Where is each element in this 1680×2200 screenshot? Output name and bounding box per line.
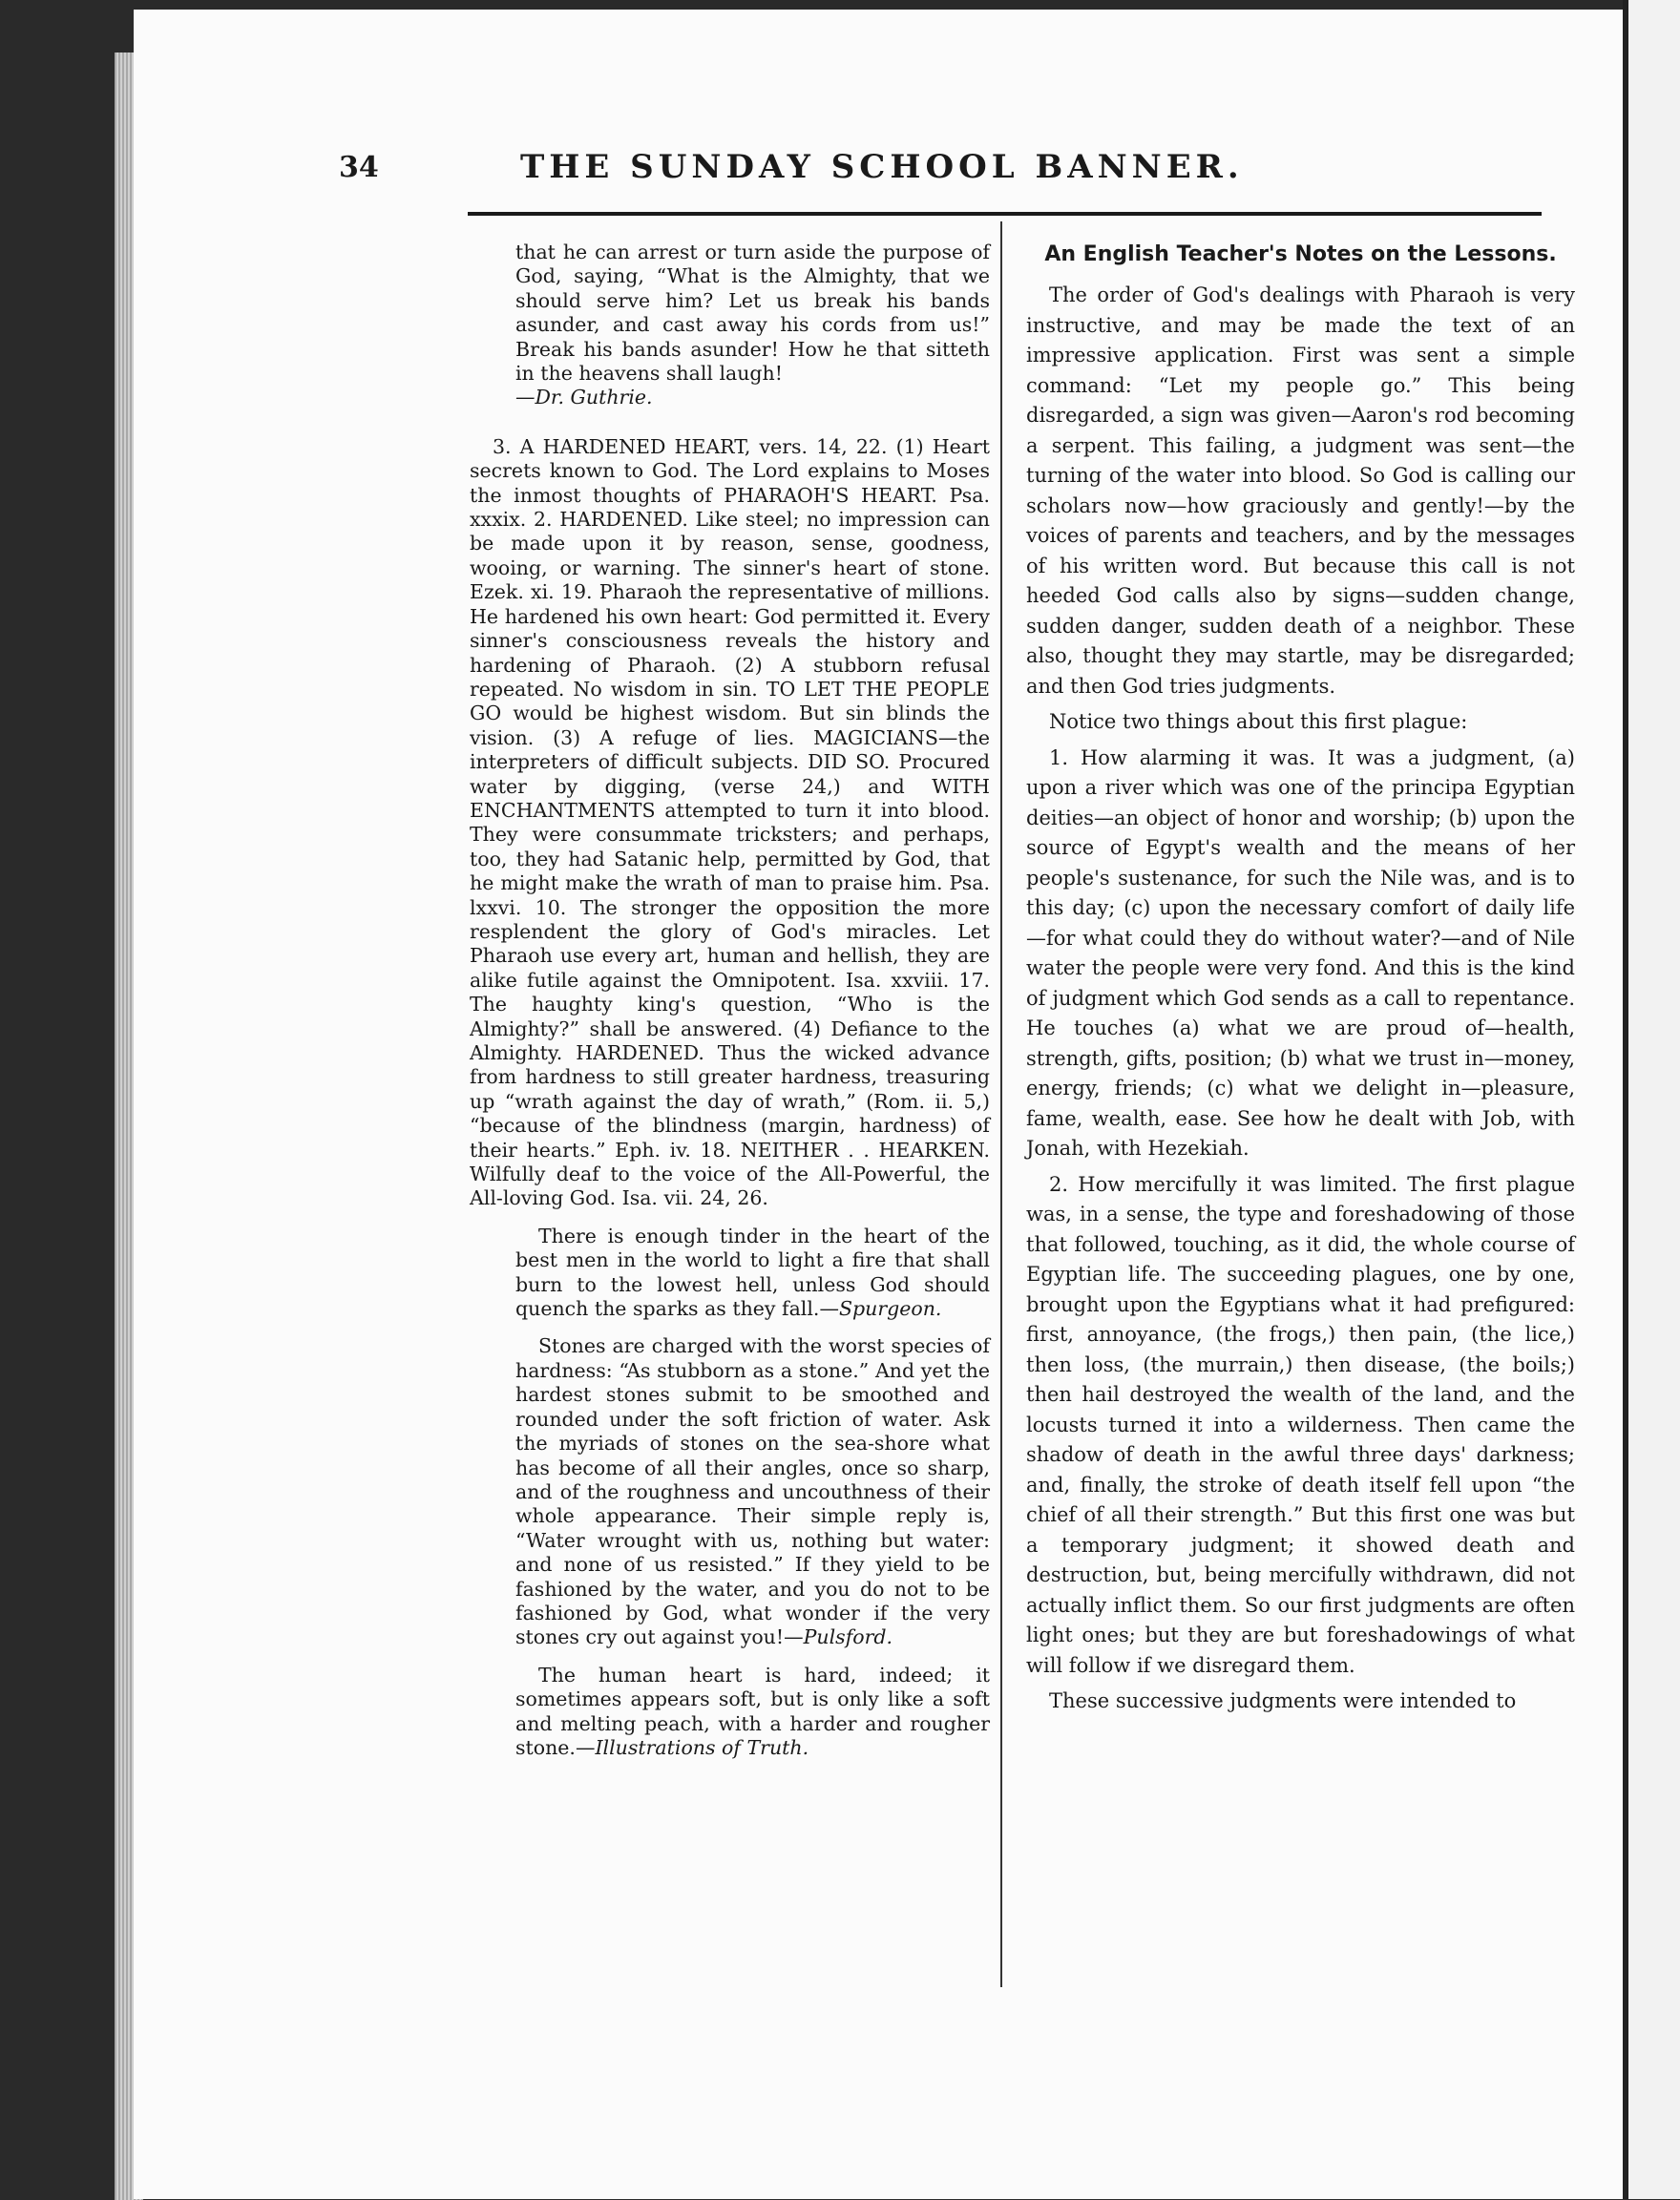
page-number: 34 <box>339 151 379 184</box>
guthrie-quote <box>515 241 990 410</box>
spurgeon-quote <box>515 1225 990 1322</box>
left-column <box>470 241 990 1760</box>
hardened-heart-section: 3. A HARDENED HEART, vers. 14, 22. (1) Heart secrets known to God. The Lord explains to Moses the inmost thoughts of PHARAOH'S HEART. Psa. xxxix. 2. HARDENED. Like steel; no impression can be made upon it by reason, sense, goodness, wooing, or warning. The sinner's heart of stone. Ezek. xi. 19. Pharaoh the representative of millions. He hardened his own heart: God permitted it. Every sinner's consciousness reveals the history and hardening of Pharaoh. (2) A stubborn refusal repeated. No wisdom in sin. TO LET THE PEOPLE GO would be highest wisdom. But sin blinds the vision. (3) A refuge of lies. MAGICIANS—the interpreters of difficult subjects. DID SO. Procured water by digging, (verse 24,) and WITH ENCHANTMENTS attempted to turn it into blood. They were consummate tricksters; and perhaps, too, they had Satanic help, permitted by God, that he might make the wrath of man to praise him. Psa. lxxvi. 10. The stronger the opposition the more resplendent the glory of God's miracles. Let Pharaoh use every art, human and hellish, they are alike futile against the Omnipotent. Isa. xxviii. 17. The haughty king's question, “Who is the Almighty?” shall be answered. (4) Defiance to the Almighty. HARDENED. Thus the wicked advance from hardness to still greater hardness, treasuring up “wrath against the day of wrath,” (Rom. ii. 5,) “because of the blindness (margin, hardness) of their hearts.” Eph. iv. 18. NEITHER . . HEARKEN. Wilfully deaf to the voice of the All-Powerful, the All-loving God. Isa. vii. 24, 26. <box>470 434 990 1210</box>
header-rule <box>468 212 1542 216</box>
paragraph-how-alarming: 1. How alarming it was. It was a judgment, (a) upon a river which was one of the principa Egyptian deities—an object of honor and worship; (b) upon the source of Egypt's wealth and the means of her people's sustenance, for such the Nile was, and is to this day; (c) upon the necessary comfort of daily life—for what could they do without water?—and of Nile water the people were very fond. And this is the kind of judgment which God sends as a call to repentance. He touches (a) what we are proud of—health, strength, gifts, position; (b) what we trust in—money, energy, friends; (c) what we delight in—pleasure, fame, wealth, ease. See how he dealt with Job, with Jonah, with Hezekiah. <box>1026 745 1575 1160</box>
right-column <box>1026 241 1575 1717</box>
facing-page-edge <box>1623 0 1680 2199</box>
paragraph-how-mercifully: 2. How mercifully it was limited. The first plague was, in a sense, the type and foreshadowing of those that followed, touching, as it did, the whole course of Egyptian life. The succeeding plagues, one by one, brought upon the Egyptians what it had prefigured: first, annoyance, (the frogs,) then pain, (the lice,) then loss, (the murrain,) then disease, (the boils;) then hail destroyed the wealth of the land, and the locusts turned it into a wilderness. Then came the shadow of death in the awful three days' darkness; and, finally, the stroke of death itself fell upon “the chief of all their strength.” But this first one was but a temporary judgment; it showed death and destruction, but, being mercifully withdrawn, did not actually inflict them. So our first judgments are often light ones; but they are but foreshadowings of what will follow if we disregard them. <box>1026 1172 1575 1677</box>
column-divider <box>1000 221 1002 1987</box>
pulsford-attribution: Pulsford. <box>803 1625 893 1649</box>
journal-title: THE SUNDAY SCHOOL BANNER. <box>520 148 1244 186</box>
stones-quote-text: Stones are charged with the worst species of hardness: “As stubborn as a stone.” And yet the hardest stones submit to be smoothed and rounded under the soft friction of water. Ask the myriads of stones on the sea-shore what has become of all their angles, once so sharp, and of the roughness and uncouthness of their whole appearance. Their simple reply is, “Water wrought with us, nothing but water: and none of us resisted.” If they yield to be fashioned by the water, and you do not to be fashioned by God, what wonder if the very stones cry out against you!— <box>515 1334 990 1649</box>
guthrie-attribution: —Dr. Guthrie. <box>515 386 653 409</box>
paragraph-two-things: Notice two things about this first plague: <box>1049 710 1468 733</box>
section-title: An English Teacher's Notes on the Lessons. <box>1044 242 1557 266</box>
spurgeon-quote-text: There is enough tinder in the heart of the best men in the world to light a fire that shall burn to the lowest hell, unless God should quench the sparks as they fall.— <box>515 1224 990 1321</box>
guthrie-quote-text: that he can arrest or turn aside the purpose of God, saying, “What is the Almighty, that we should serve him? Let us break his bands asunder, and cast away his cords from us!” Break his bands asunder! How he that sitteth in the heavens shall laugh! <box>515 241 990 386</box>
page-header <box>339 143 1408 200</box>
stones-quote <box>515 1334 990 1649</box>
illustrations-attribution: Illustrations of Truth. <box>595 1735 809 1759</box>
human-heart-quote <box>515 1664 990 1761</box>
human-heart-quote-text: The human heart is hard, indeed; it sometimes appears soft, but is only like a soft and melting peach, with a harder and rougher stone.— <box>515 1663 990 1759</box>
paragraph-successive-judgments: These successive judgments were intended to <box>1049 1689 1517 1712</box>
spurgeon-attribution: Spurgeon. <box>838 1297 942 1321</box>
paragraph-order-of-dealings: The order of God's dealings with Pharaoh is very instructive, and may be made the text of an impressive application. First was sent a simple command: “Let my people go.” This being disregarded, a sign was given—Aaron's rod becoming a serpent. This failing, a judgment was sent—the turning of the water into blood. So God is calling our scholars now—how graciously and gently!—by the voices of parents and teachers, and by the messages of his written word. But because this call is not heeded God calls also by signs—sudden change, sudden danger, sudden death of a neighbor. These also, thought they may startle, may be disregarded; and then God tries judgments. <box>1026 283 1575 698</box>
